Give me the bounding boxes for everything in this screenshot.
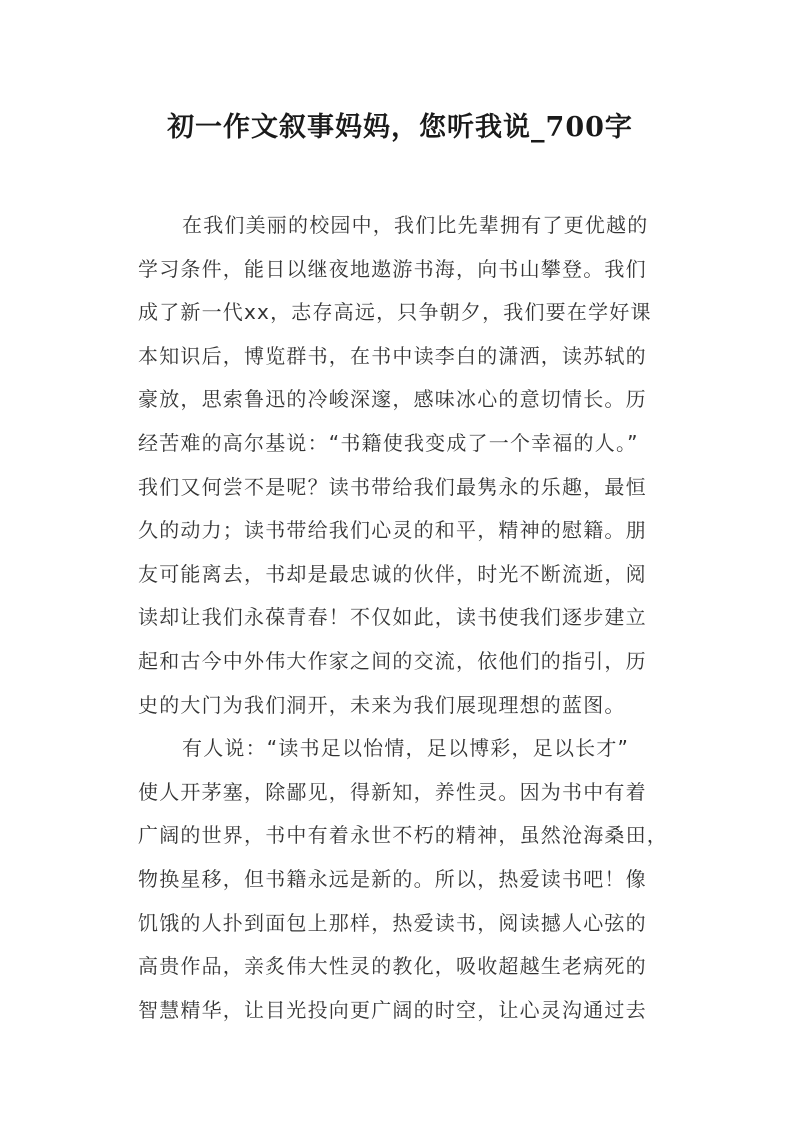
text-line: 起和古今中外伟大作家之间的交流，依他们的指引，历 [138,648,647,673]
text-line: 我们又何尝不是呢？读书带给我们最隽永的乐趣，最恒 [138,474,647,499]
text-line: 饥饿的人扑到面包上那样，热爱读书，阅读撼人心弦的 [138,910,647,935]
text-line: 在我们美丽的校园中，我们比先辈拥有了更优越的 [182,213,649,237]
text-line: 读却让我们永葆青春！不仅如此，读书使我们逐步建立 [138,605,647,630]
text-line: 有人说：“读书足以怡情，足以博彩，足以长才” [182,736,630,761]
text-line: 友可能离去，书却是最忠诚的伙伴，时光不断流逝，阅 [138,561,647,586]
text-line: 史的大门为我们洞开，未来为我们展现理想的蓝图。 [138,692,626,717]
text-line: 物换星移，但书籍永远是新的。所以，热爱读书吧！像 [138,866,647,891]
text-line: 高贵作品，亲炙伟大性灵的教化，吸收超越生老病死的 [138,954,647,979]
text-line: 经苦难的高尔基说：“书籍使我变成了一个幸福的人。” [138,430,639,455]
text-line: 使人开茅塞，除鄙见，得新知，养性灵。因为书中有着 [138,779,647,804]
document-body [138,204,668,1032]
text-line: 本知识后，博览群书，在书中读李白的潇洒，读苏轼的 [138,343,647,368]
text-line: 久的动力；读书带给我们心灵的和平，精神的慰籍。朋 [138,518,647,543]
text-line: 成了新一代xx，志存高远，只争朝夕，我们要在学好课 [138,300,652,325]
text-line: 豪放，思索鲁迅的冷峻深邃，感味冰心的意切情长。历 [138,387,647,412]
text-line: 智慧精华，让目光投向更广阔的时空，让心灵沟通过去 [138,997,647,1022]
text-line: 学习条件，能日以继夜地遨游书海，向书山攀登。我们 [138,256,647,281]
document-title: 初一作文叙事妈妈，您听我说_700字 [167,112,633,143]
text-line: 广阔的世界，书中有着永世不朽的精神，虽然沧海桑田， [138,823,668,848]
